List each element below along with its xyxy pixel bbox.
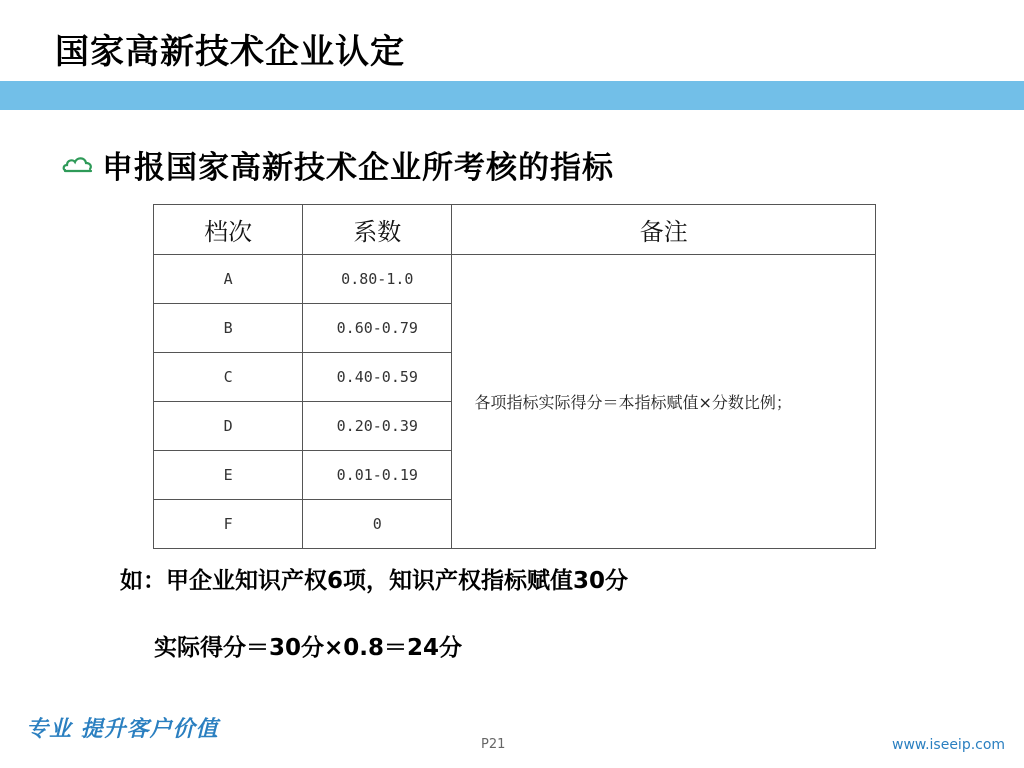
- section-heading: 申报国家高新技术企业所考核的指标: [102, 149, 614, 186]
- grade-cell: F: [154, 500, 303, 549]
- coefficient-cell: 0.20-0.39: [303, 402, 452, 451]
- grade-cell: C: [154, 353, 303, 402]
- section-heading-row: [62, 142, 614, 186]
- table-header-row: [154, 205, 876, 255]
- page-number: P21: [481, 737, 506, 752]
- header-coefficient: 系数: [303, 205, 452, 255]
- example-text: 如：甲企业知识产权6项，知识产权指标赋值30分: [120, 568, 629, 594]
- coefficient-cell: 0.01-0.19: [303, 451, 452, 500]
- coefficient-cell: 0.60-0.79: [303, 304, 452, 353]
- coefficient-cell: 0.40-0.59: [303, 353, 452, 402]
- note-cell: 各项指标实际得分＝本指标赋值×分数比例；: [452, 255, 876, 549]
- cloud-icon: [62, 153, 94, 175]
- header-grade: 档次: [154, 205, 303, 255]
- grade-coefficient-table: [153, 204, 876, 549]
- footer-slogan: 专业 提升客户价值: [26, 717, 219, 742]
- title-bar: [0, 81, 1024, 110]
- calculation-text: 实际得分＝30分×0.8＝24分: [154, 635, 463, 661]
- header-note: 备注: [452, 205, 876, 255]
- website-link[interactable]: www.iseeip.com: [892, 737, 1006, 753]
- grade-cell: E: [154, 451, 303, 500]
- grade-cell: B: [154, 304, 303, 353]
- table-row: [154, 255, 876, 304]
- coefficient-cell: 0.80-1.0: [303, 255, 452, 304]
- grade-cell: A: [154, 255, 303, 304]
- coefficient-cell: 0: [303, 500, 452, 549]
- page-title: 国家高新技术企业认定: [55, 32, 405, 72]
- grade-cell: D: [154, 402, 303, 451]
